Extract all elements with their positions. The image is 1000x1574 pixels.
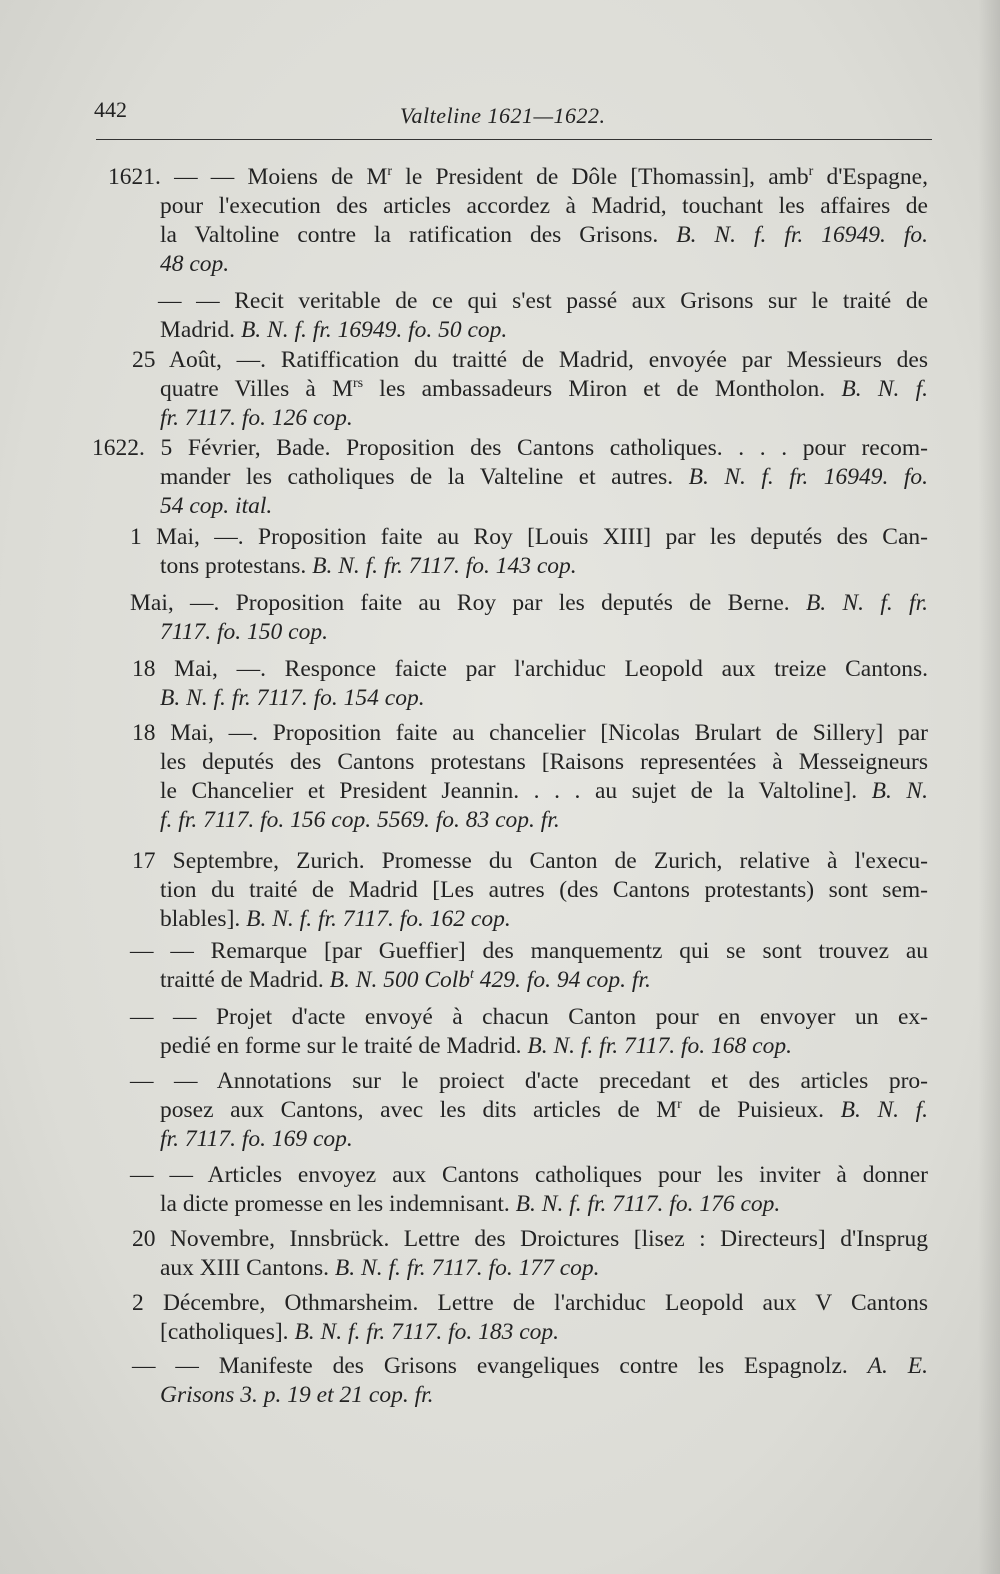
entry-line: fr. 7117. fo. 169 cop.	[160, 1126, 353, 1152]
entry-line: — — Manifeste des Grisons evangeliques contre les Espagnolz. A. E.	[132, 1353, 929, 1379]
entry-line: fr. 7117. fo. 126 cop.	[160, 405, 353, 431]
header-rule	[96, 139, 932, 140]
entry-line: la dicte promesse en les indemnisant. B. N. f. fr. 7117. fo. 176 cop.	[160, 1191, 781, 1217]
entry-line: Madrid. B. N. f. fr. 16949. fo. 50 cop.	[160, 317, 508, 343]
entry-line: 7117. fo. 150 cop.	[160, 619, 328, 645]
entry-line: quatre Villes à $M^{rs}$ les ambassadeurs Miron et de Montholon. B. N. f.	[160, 376, 928, 402]
entry-line: 20 Novembre, Innsbrück. Lettre des Droictures [lisez : Directeurs] d'Insprug	[132, 1226, 928, 1252]
entry-line: 1622. 5 Février, Bade. Proposition des Cantons catholiques. . . . pour recom-	[92, 435, 928, 461]
entry-line: — — Recit veritable de ce qui s'est passé aux Grisons sur le traité de	[158, 288, 928, 314]
entry-line: — — Articles envoyez aux Cantons catholiques pour les inviter à donner	[130, 1162, 928, 1188]
entry-line: 2 Décembre, Othmarsheim. Lettre de l'archiduc Leopold aux V Cantons	[132, 1290, 928, 1316]
entry-line: 48 cop.	[160, 251, 230, 277]
entry-line: tons protestans. B. N. f. fr. 7117. fo. 143 cop.	[160, 553, 577, 579]
entry-line: 25 Août, —. Ratiffication du traitté de Madrid, envoyée par Messieurs des	[132, 347, 928, 373]
entry-line: pedié en forme sur le traité de Madrid. B. N. f. fr. 7117. fo. 168 cop.	[160, 1033, 792, 1059]
entry-line: — — Projet d'acte envoyé à chacun Canton pour en envoyer un ex-	[130, 1004, 928, 1030]
entry-line: aux XIII Cantons. B. N. f. fr. 7117. fo. 177 cop.	[160, 1255, 600, 1281]
entry-line: mander les catholiques de la Valteline et autres. B. N. f. fr. 16949. fo.	[160, 464, 928, 490]
entry-line: la Valtoline contre la ratification des Grisons. B. N. f. fr. 16949. fo.	[160, 222, 928, 248]
entry-line: blables]. B. N. f. fr. 7117. fo. 162 cop.	[160, 906, 511, 932]
entry-line: 18 Mai, —. Responce faicte par l'archiduc Leopold aux treize Cantons.	[132, 656, 928, 682]
entry-line: le Chancelier et President Jeannin. . . . au sujet de la Valtoline]. B. N.	[160, 778, 928, 804]
entry-line: 18 Mai, —. Proposition faite au chancelier [Nicolas Brulart de Sillery] par	[132, 720, 928, 746]
running-title: Valteline 1621—1622.	[400, 103, 606, 128]
entry-line: traitté de Madrid. B. N. 500 Colb$^t$ 429. fo. 94 cop. fr.	[160, 967, 651, 993]
entry-line: f. fr. 7117. fo. 156 cop. 5569. fo. 83 cop. fr.	[160, 807, 560, 833]
page-edge-shadow	[978, 0, 1000, 1574]
entry-line: posez aux Cantons, avec les dits articles de $M^r$ de Puisieux. B. N. f.	[160, 1097, 929, 1123]
entry-line: les deputés des Cantons protestans [Raisons representées à Messeigneurs	[160, 749, 928, 775]
entry-line: B. N. f. fr. 7117. fo. 154 cop.	[160, 685, 425, 711]
entry-line: 1 Mai, —. Proposition faite au Roy [Louis XIII] par les deputés des Can-	[130, 524, 928, 550]
entry-line: Grisons 3. p. 19 et 21 cop. fr.	[160, 1382, 434, 1408]
entry-line: 54 cop. ital.	[160, 493, 273, 519]
entry-line: — — Remarque [par Gueffier] des manquementz qui se sont trouvez au	[130, 938, 928, 964]
page-number: 442	[94, 97, 127, 122]
entry-line: 17 Septembre, Zurich. Promesse du Canton de Zurich, relative à l'execu-	[132, 848, 928, 874]
entry-line: Mai, —. Proposition faite au Roy par les deputés de Berne. B. N. f. fr.	[130, 590, 928, 616]
entry-line: pour l'execution des articles accordez à Madrid, touchant les affaires de	[160, 193, 928, 219]
entry-line: tion du traité de Madrid [Les autres (des Cantons protestants) sont sem-	[160, 877, 928, 903]
entry-line: — — Annotations sur le proiect d'acte precedant et des articles pro-	[130, 1068, 928, 1094]
page-header	[0, 0, 1000, 150]
entry-line: 1621. — — Moiens de $M^r$ le President de Dôle [Thomassin], amb$^r$ d'Espagne,	[108, 164, 928, 190]
entry-line: [catholiques]. B. N. f. fr. 7117. fo. 183 cop.	[160, 1319, 560, 1345]
